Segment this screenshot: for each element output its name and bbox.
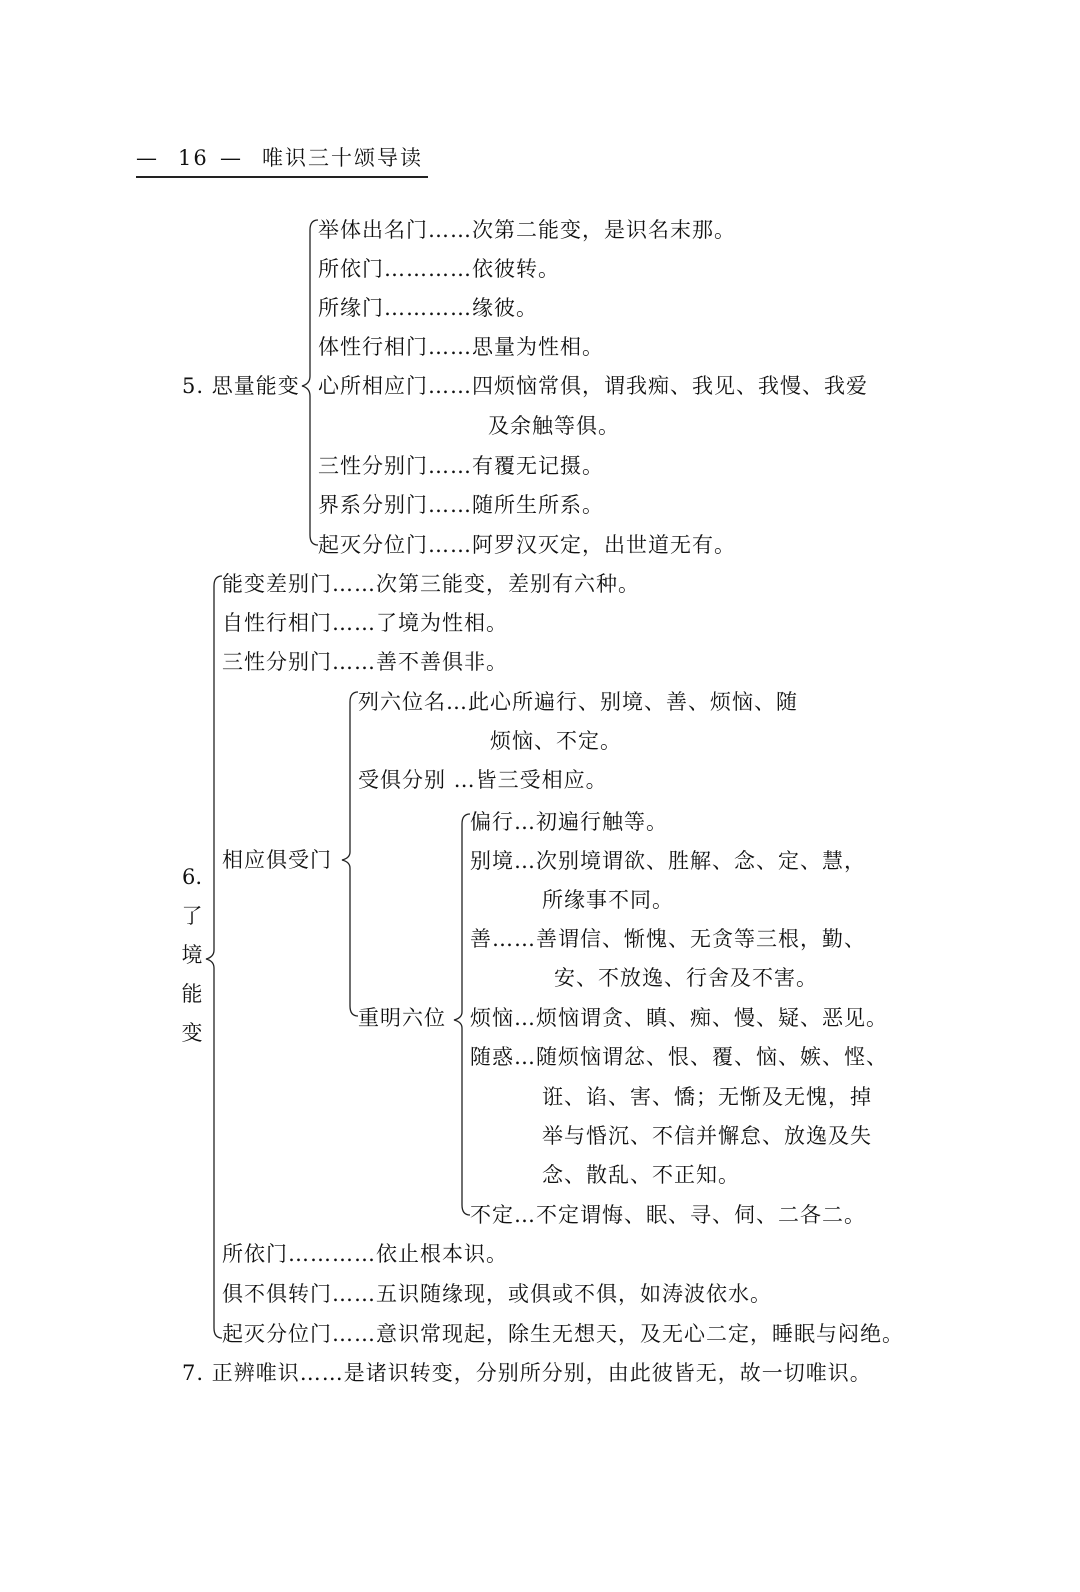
s5-item-8: 起灭分位门……阿罗汉灭定，出世道无有。 [318,533,736,557]
s5-item-2: 所依门…………依彼转。 [318,257,560,281]
page-number: 16 [178,146,209,170]
cm-line-3: 所缘事不同。 [542,888,674,912]
s5-item-5-cont: 及余触等俱。 [488,414,620,438]
cm-line-9: 举与惛沉、不信并懈怠、放逸及失 [542,1124,872,1148]
cm-line-10: 念、散乱、不正知。 [542,1163,740,1187]
book-title: 唯识三十颂导读 [262,146,423,170]
s6-bottom-1: 所依门…………依止根本识。 [222,1242,508,1266]
s6-item-3: 三性分别门……善不善俱非。 [222,650,508,674]
cm-line-1: 偏行…初遍行触等。 [470,810,668,834]
s5-item-5: 心所相应门……四烦恼常俱，谓我痴、我见、我慢、我爱 [318,374,868,398]
cm-line-4: 善……善谓信、惭愧、无贪等三根，勤、 [470,927,866,951]
cm-line-2: 别境…次别境谓欲、胜解、念、定、慧， [470,849,866,873]
header-dash-left: — [136,146,159,170]
s5-item-3: 所缘门…………缘彼。 [318,296,538,320]
bracket-section6 [206,576,222,1338]
xiangying-label: 相应俱受门 [222,848,332,872]
s5-item-7: 界系分别门……随所生所系。 [318,493,604,517]
cm-line-11: 不定…不定谓悔、眠、寻、伺、二各二。 [470,1203,866,1227]
section7-line: 7. 正辨唯识……是诸识转变，分别所分别，由此彼皆无，故一切唯识。 [182,1361,872,1385]
lieliu-line-1: 列六位名…此心所遍行、别境、善、烦恼、随 [358,690,798,714]
cm-line-5: 安、不放逸、行舍及不害。 [554,966,818,990]
bracket-section5 [302,220,318,545]
s5-item-4: 体性行相门……思量为性相。 [318,335,604,359]
s6-bottom-3: 起灭分位门……意识常现起，除生无想天，及无心二定，睡眠与闷绝。 [222,1322,904,1346]
cm-line-7: 随惑…随烦恼谓忿、恨、覆、恼、嫉、悭、 [470,1045,888,1069]
shouju-line: 受俱分别 …皆三受相应。 [358,768,608,792]
s6-bottom-2: 俱不俱转门……五识随缘现，或俱或不俱，如涛波依水。 [222,1282,772,1306]
cm-line-6: 烦恼…烦恼谓贪、瞋、痴、慢、疑、恶见。 [470,1006,888,1030]
section6-char-1: 了 [181,904,203,928]
lieliu-line-2: 烦恼、不定。 [490,729,622,753]
section6-char-3: 能 [181,982,203,1006]
s5-item-1: 举体出名门……次第二能变，是识名末那。 [318,218,736,242]
section6-char-4: 变 [181,1021,203,1045]
s6-item-2: 自性行相门……了境为性相。 [222,611,508,635]
chongming-label: 重明六位 [358,1006,446,1030]
section5-title: 5. 思量能变 [182,374,300,398]
cm-line-8: 诳、谄、害、憍；无惭及无愧，掉 [542,1085,872,1109]
bracket-chongming [454,814,470,1215]
header-dash-right: — [220,146,243,170]
bracket-xiangying [342,692,358,1016]
s6-item-1: 能变差别门……次第三能变，差别有六种。 [222,572,640,596]
section6-char-2: 境 [181,943,203,967]
section6-num: 6. [181,865,203,889]
s5-item-6: 三性分别门……有覆无记摄。 [318,454,604,478]
